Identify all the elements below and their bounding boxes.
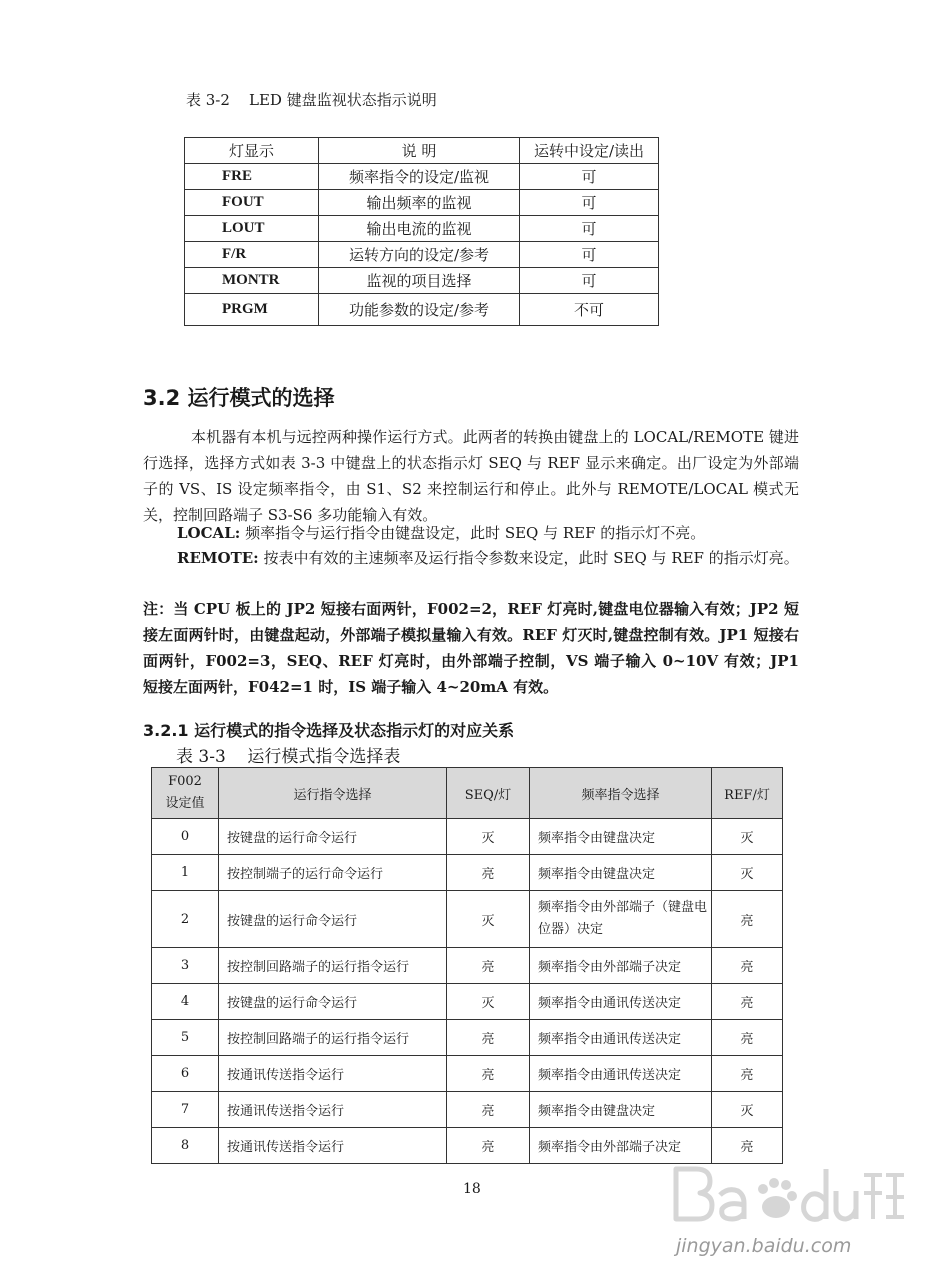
table-cell: 8 [152,1128,219,1164]
table-cell: 按键盘的运行命令运行 [219,819,447,855]
table-row [185,190,659,216]
local-paragraph [143,520,799,546]
table-cell: 1 [152,855,219,891]
table-cell: 7 [152,1092,219,1128]
table-row [152,891,783,948]
table-cell: 可 [520,268,659,294]
table-cell: 6 [152,1056,219,1092]
local-label: LOCAL: [177,524,241,542]
table-cell: 运转方向的设定/参考 [319,242,520,268]
section-heading-3-2: 3.2 运行模式的选择 [143,386,335,410]
table-cell: 按通讯传送指令运行 [219,1056,447,1092]
table-cell: 频率指令由外部端子决定 [530,1128,712,1164]
column-header: 灯显示 [185,138,319,164]
table-cell: 频率指令由通讯传送决定 [530,984,712,1020]
watermark-url: jingyan.baidu.com [676,1235,852,1257]
table-cell: 亮 [447,948,530,984]
table-cell: 亮 [447,855,530,891]
table-row [152,1020,783,1056]
table-3-3-caption: 表 3-3 运行模式指令选择表 [176,747,401,767]
table-cell: 频率指令由通讯传送决定 [530,1056,712,1092]
table-row [152,855,783,891]
led-status-table [184,137,659,326]
table-cell: 亮 [712,1020,783,1056]
table-cell: 3 [152,948,219,984]
table-cell: 频率指令由键盘决定 [530,1092,712,1128]
table-row [185,294,659,326]
header-f002-line1: F002 [168,774,202,789]
table-cell: 0 [152,819,219,855]
table-cell: 频率指令由外部端子决定 [530,948,712,984]
remote-text: 按表中有效的主速频率及运行指令参数来设定，此时 SEQ 与 REF 的指示灯亮。 [263,549,799,567]
table-cell: 频率指令由键盘决定 [530,819,712,855]
table-header-row [152,768,783,819]
table-cell: 亮 [447,1128,530,1164]
table-cell: 亮 [712,1056,783,1092]
table-cell: MONTR [185,268,319,294]
paw-icon [758,1178,797,1218]
table-cell: 频率指令由外部端子（键盘电位器）决定 [530,891,712,948]
table-cell: F/R [185,242,319,268]
table-cell: 输出频率的监视 [319,190,520,216]
local-text: 频率指令与运行指令由键盘设定，此时 SEQ 与 REF 的指示灯不亮。 [245,524,706,542]
column-header: 运转中设定/读出 [520,138,659,164]
table-cell: 频率指令的设定/监视 [319,164,520,190]
table-cell: 4 [152,984,219,1020]
run-mode-table [151,767,783,1164]
table-cell: 不可 [520,294,659,326]
table-cell: 频率指令由键盘决定 [530,855,712,891]
table-cell: 按通讯传送指令运行 [219,1128,447,1164]
table-cell: 功能参数的设定/参考 [319,294,520,326]
table-row [152,984,783,1020]
page-number: 18 [463,1181,481,1197]
table-cell: 亮 [447,1056,530,1092]
table-cell: 可 [520,242,659,268]
table-cell: 灭 [447,984,530,1020]
table-cell: 亮 [447,1020,530,1056]
header-f002-line2: 设定值 [165,796,205,811]
table-cell: 灭 [447,891,530,948]
table-cell: 频率指令由通讯传送决定 [530,1020,712,1056]
table-cell: 可 [520,164,659,190]
note-paragraph: 注：当 CPU 板上的 JP2 短接右面两针，F002=2，REF 灯亮时,键盘电位器输入有效；JP2 短接左面两针时，由键盘起动，外部端子模拟量输入有效。REF 灯灭时,键盘控制有效。JP1 短接右面两针，F002=3，SEQ、REF 灯亮时，由外部端子控制，VS 端子输入 0~10V 有效；JP1 短接左面两针，F042=1 时，IS 端子输入 4~20mA 有效。 [143,600,799,696]
table-cell: 按控制端子的运行命令运行 [219,855,447,891]
section-heading-3-2-1: 3.2.1 运行模式的指令选择及状态指示灯的对应关系 [143,721,515,740]
column-header: 说 明 [319,138,520,164]
table-cell: 亮 [712,948,783,984]
table-cell: 灭 [712,1092,783,1128]
table-cell: 灭 [447,819,530,855]
watermark-logo-letters [676,1169,744,1219]
table-cell: 可 [520,190,659,216]
table-cell: 亮 [712,984,783,1020]
table-row [185,268,659,294]
table-row [152,819,783,855]
table-row [152,948,783,984]
column-header: 频率指令选择 [530,768,712,819]
table-cell: FRE [185,164,319,190]
table-row [152,1092,783,1128]
column-header: 运行指令选择 [219,768,447,819]
table-cell: 亮 [712,891,783,948]
table-cell: 可 [520,216,659,242]
table-cell: 亮 [712,1128,783,1164]
table-cell: 监视的项目选择 [319,268,520,294]
intro-paragraph: 本机器有本机与远控两种操作运行方式。此两者的转换由键盘上的 LOCAL/REMOTE 键进行选择，选择方式如表 3-3 中键盘上的状态指示灯 SEQ 与 REF 显示来确定。出厂设定为外部端子的 VS、IS 设定频率指令，由 S1、S2 来控制运行和停止。此外与 REMOTE/LOCAL 模式无关，控制回路端子 S3-S6 多功能输入有效。 [143,428,799,524]
table-row [185,216,659,242]
jingyan-chars-glyph [864,1173,904,1219]
table-row [185,164,659,190]
remote-paragraph [143,545,799,571]
table-cell: 按键盘的运行命令运行 [219,984,447,1020]
table-row [185,242,659,268]
table-cell: PRGM [185,294,319,326]
column-header-f002 [152,768,219,819]
table-cell: 灭 [712,855,783,891]
table-cell: 输出电流的监视 [319,216,520,242]
table-cell: 亮 [447,1092,530,1128]
table-cell: 灭 [712,819,783,855]
table-cell: 按控制回路端子的运行指令运行 [219,948,447,984]
column-header: SEQ/灯 [447,768,530,819]
table-header-row [185,138,659,164]
table-cell: 5 [152,1020,219,1056]
table-cell: 按键盘的运行命令运行 [219,891,447,948]
table-cell: FOUT [185,190,319,216]
table-cell: LOUT [185,216,319,242]
column-header: REF/灯 [712,768,783,819]
table-cell: 按通讯传送指令运行 [219,1092,447,1128]
table-cell: 按控制回路端子的运行指令运行 [219,1020,447,1056]
remote-label: REMOTE: [177,549,259,567]
table-cell: 2 [152,891,219,948]
watermark-logo-du [804,1169,856,1219]
table-row [152,1056,783,1092]
table-3-2-caption: 表 3-2 LED 键盘监视状态指示说明 [186,91,437,109]
